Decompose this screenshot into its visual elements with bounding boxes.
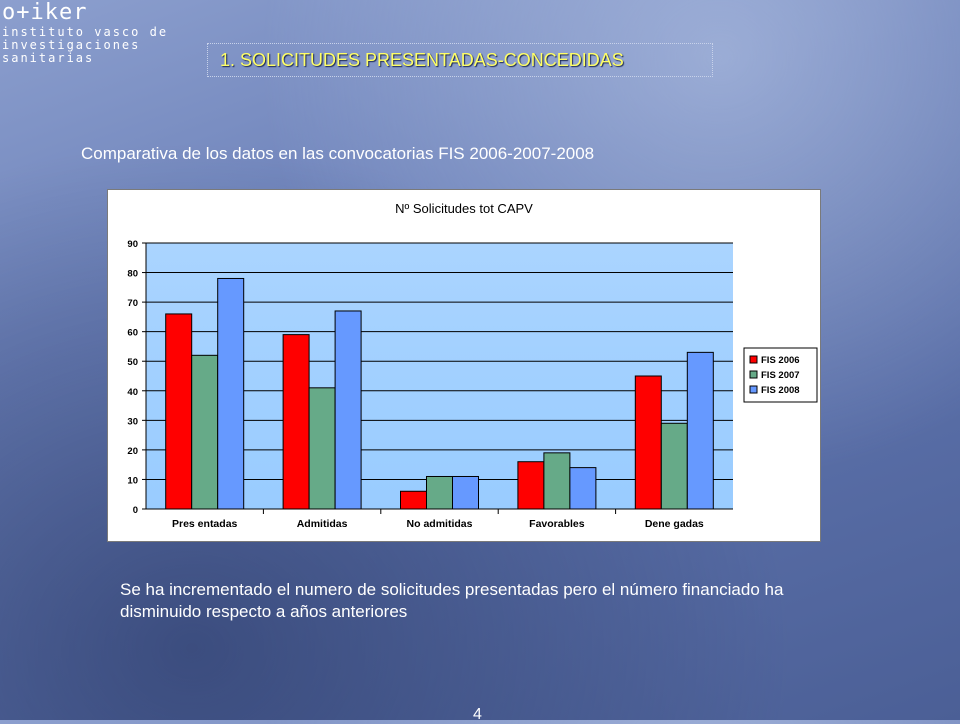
bar — [687, 352, 713, 509]
y-tick-label: 50 — [127, 357, 138, 369]
bar — [218, 278, 244, 509]
page-number: 4 — [473, 706, 482, 723]
bar — [453, 476, 479, 509]
slide-note: Se ha incrementado el numero de solicitudes presentadas pero el número financiado ha disminuido respecto a años anteriores — [120, 580, 784, 621]
bar — [518, 462, 544, 509]
slide-subtitle: Comparativa de los datos en las convocatorias FIS 2006-2007-2008 — [81, 144, 595, 163]
oiker-logo — [2, 0, 168, 65]
legend-label: FIS 2006 — [761, 355, 800, 366]
slide-title: 1. SOLICITUDES PRESENTADAS-CONCEDIDAS — [220, 49, 624, 70]
logo-mark: o+iker — [2, 0, 88, 25]
x-tick-label: Admitidas — [296, 518, 348, 530]
bar — [544, 453, 570, 509]
bar — [166, 314, 192, 509]
bar — [283, 335, 309, 509]
logo-line-3: sanitarias — [2, 51, 95, 65]
bar — [427, 476, 453, 509]
x-tick-label: Pres entadas — [172, 518, 238, 530]
x-tick-label: Dene gadas — [644, 518, 704, 530]
plot-area — [127, 239, 733, 530]
bar — [661, 423, 687, 509]
y-tick-label: 20 — [127, 445, 138, 457]
logo-line-1: instituto vasco de — [2, 25, 169, 39]
y-tick-label: 70 — [127, 298, 138, 310]
legend-label: FIS 2008 — [761, 385, 800, 396]
legend-swatch — [750, 386, 757, 393]
y-tick-label: 0 — [132, 505, 138, 516]
chart-svg — [108, 190, 820, 541]
chart-title: Nº Solicitudes tot CAPV — [395, 201, 533, 216]
y-tick-label: 10 — [127, 475, 138, 487]
y-tick-label: 40 — [127, 386, 138, 398]
y-tick-label: 90 — [127, 239, 138, 250]
logo-line-2: investigaciones — [2, 38, 141, 52]
chart-legend — [744, 348, 817, 402]
legend-label: FIS 2007 — [761, 370, 800, 381]
y-tick-label: 80 — [127, 268, 138, 280]
bar — [192, 355, 218, 509]
y-tick-label: 60 — [127, 327, 138, 339]
bar — [335, 311, 361, 509]
bar — [309, 388, 335, 509]
legend-swatch — [750, 371, 757, 378]
bar-chart — [107, 189, 821, 542]
y-tick-label: 30 — [127, 416, 138, 428]
x-tick-label: No admitidas — [406, 518, 473, 530]
bar — [570, 468, 596, 509]
slide-title-box — [207, 43, 713, 77]
x-tick-label: Favorables — [529, 518, 585, 530]
bar — [401, 491, 427, 509]
legend-swatch — [750, 356, 757, 363]
bar — [635, 376, 661, 509]
